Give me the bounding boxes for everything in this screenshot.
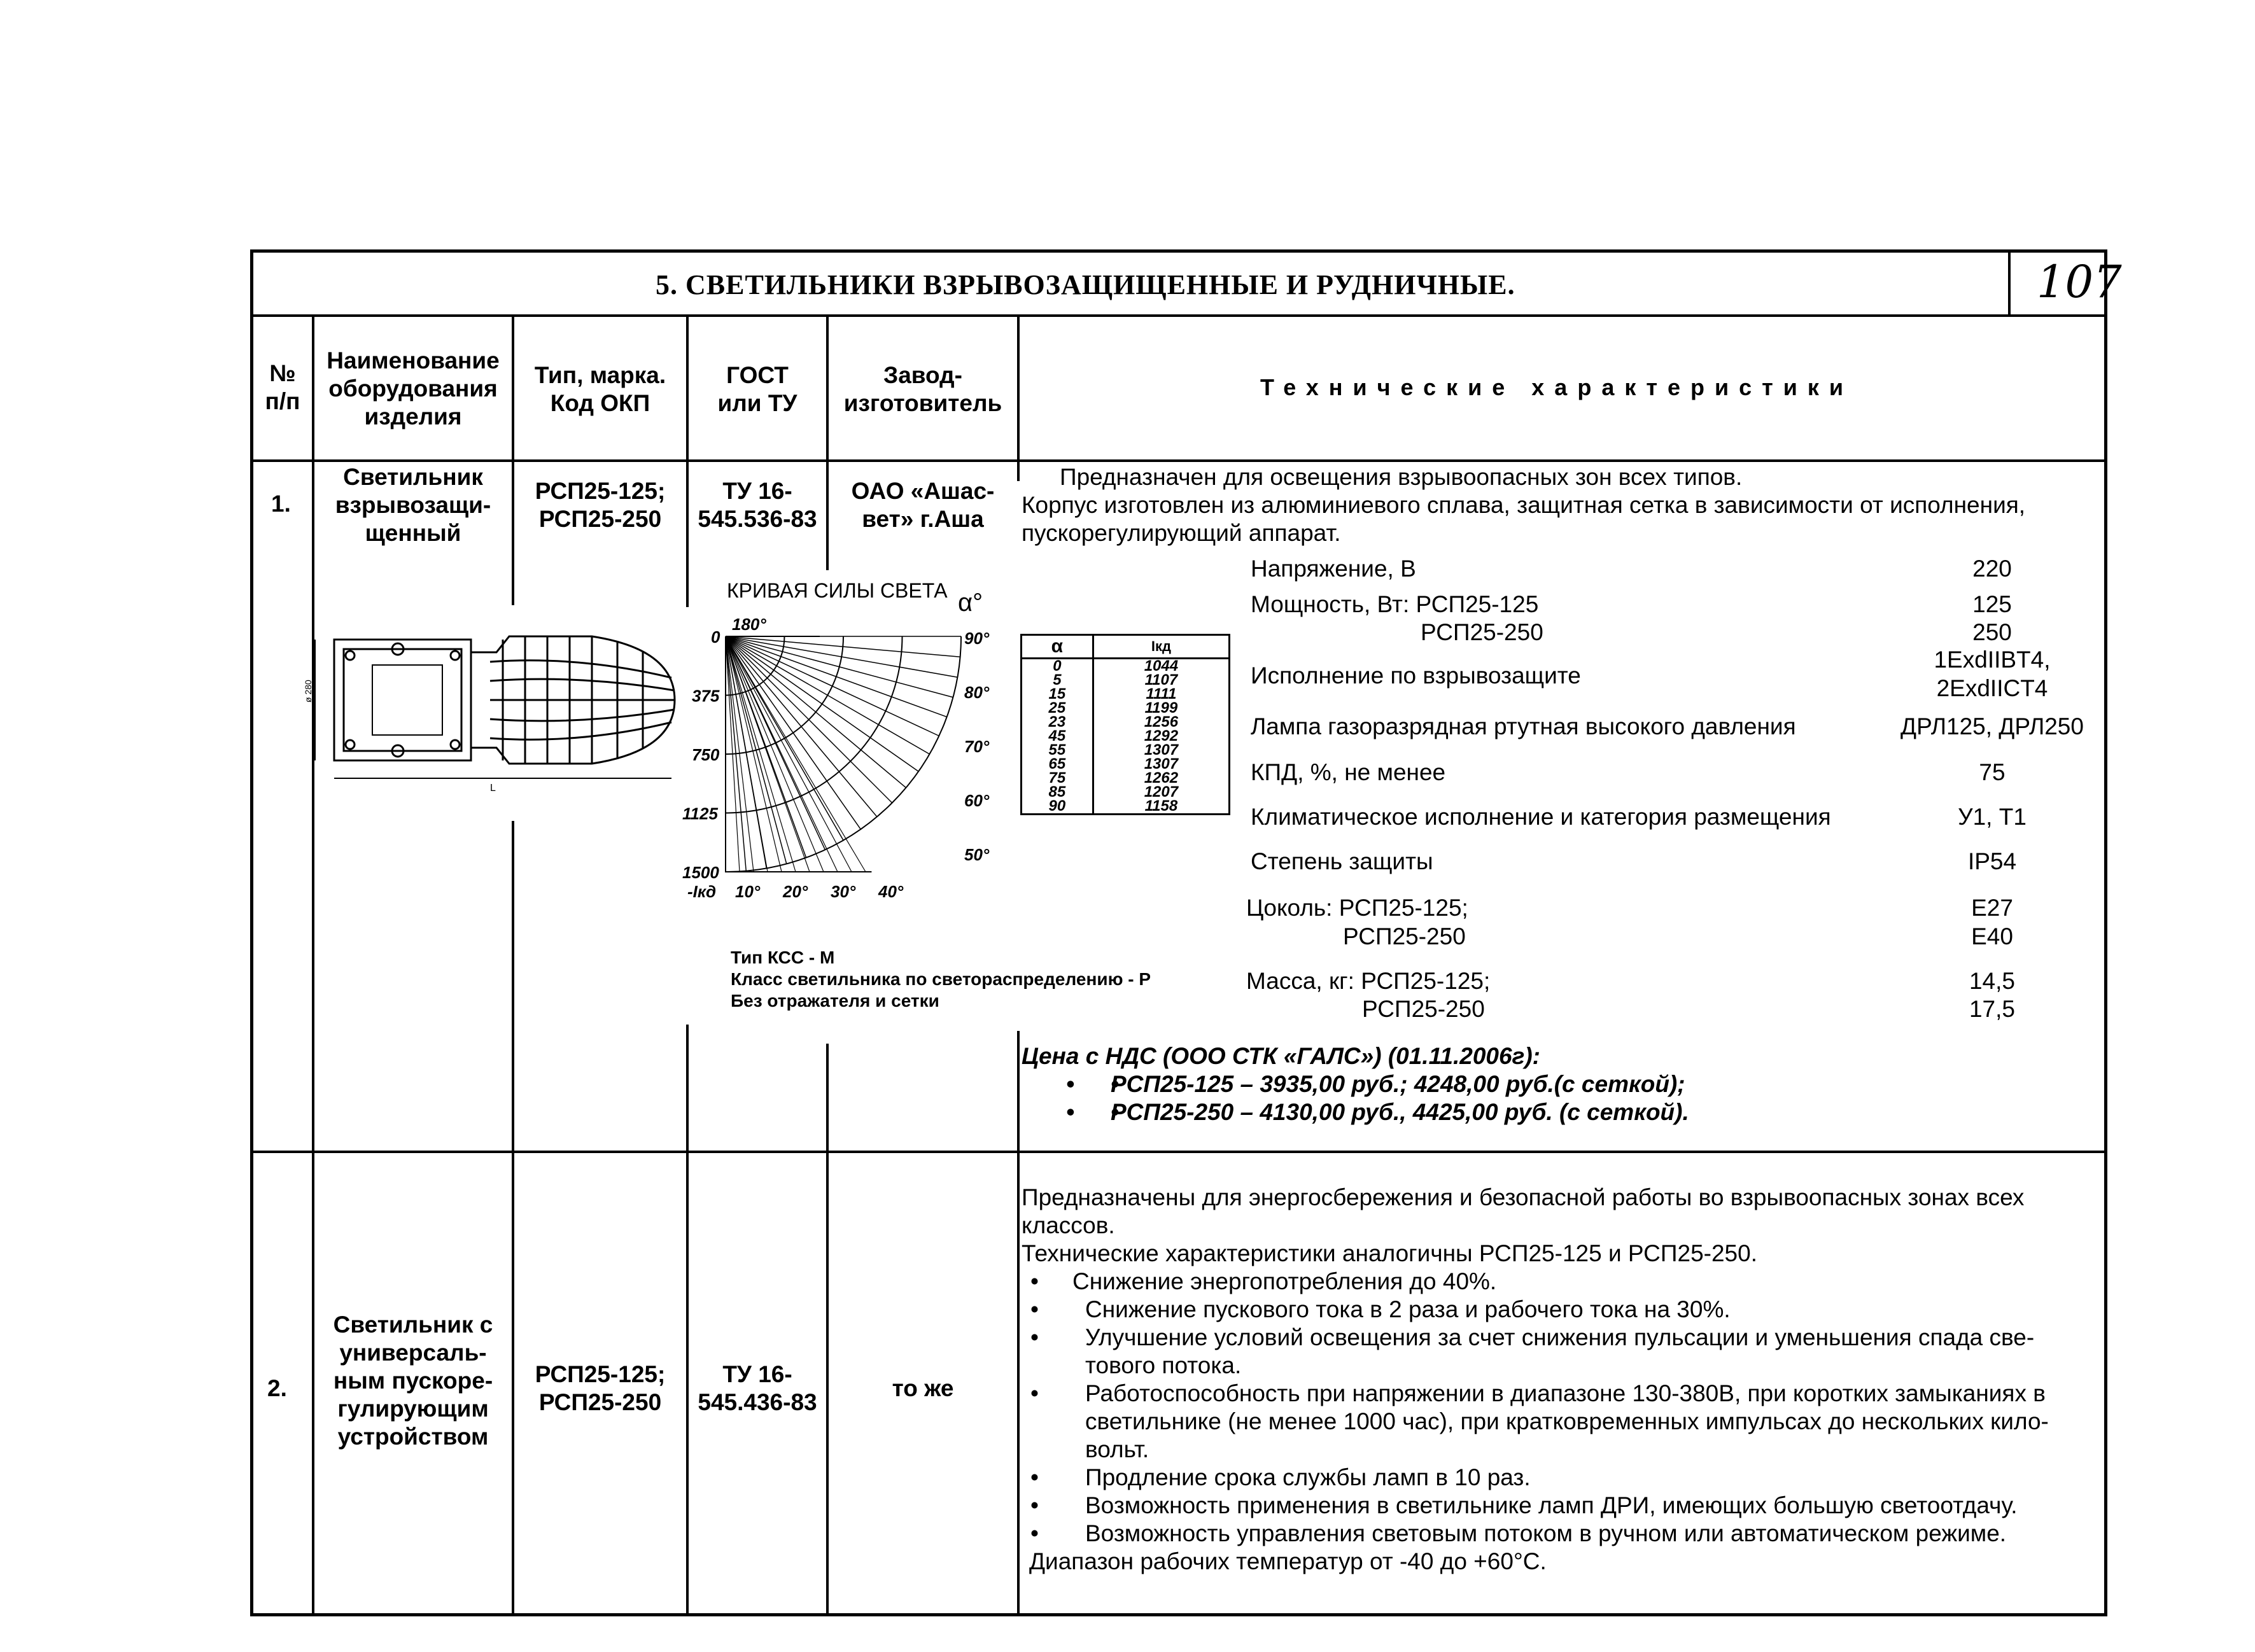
table-cell-intensity: 1199 [1144, 699, 1178, 717]
spec-value: 125 [1972, 591, 2012, 617]
chart-radial [726, 636, 824, 872]
bullet-text: светильнике (не менее 1000 час), при кратковременных импульсах до нескольких кило- [1085, 1408, 2049, 1434]
bullet-icon: • [1030, 1268, 1039, 1294]
spec-value: 14,5 [1969, 968, 2015, 994]
table-cell-alpha: 23 [1022, 715, 1093, 729]
bullet-icon: • [1030, 1296, 1039, 1322]
chart-radial [726, 636, 852, 872]
table-cell-alpha: 55 [1022, 743, 1093, 757]
row2-description: Предназначены для энергосбережения и безопасной работы во взрывоопасных зонах всех классов. Технические характеристики аналогичны РСП25-125 и РСП25-250. • Снижение энергопотребления до 40%. • Снижение пускового тока в 2 раза и рабочего тока на 30%. • Улучшение условий освещения за счет снижения пульсации и уменьшения спада све- тового потока. • Работоспособность при напряжении в диапазоне 130-380В, при коротких замыканиях в светильнике (не менее 1000 час), при кратковременных импульсах до нескольких кило- вольт. • Продление срока службы ламп в 10 раз. • Возможность применения в светильнике ламп ДРИ, имеющих большую светоотдачу. • Возможность управления световым потоком в ручном или автоматическом режиме. Диапазон рабочих температур от -40 до +60°С. [1022, 1184, 2104, 1576]
table-header-alpha: α [1022, 635, 1093, 659]
spec-label: КПД, %, не менее [1251, 759, 1446, 785]
row2-maker: то же [892, 1375, 954, 1401]
intensity-table [1020, 634, 1230, 815]
spec-value: IP54 [1967, 848, 2017, 874]
chart-radial [726, 636, 838, 872]
chart-radial [726, 636, 953, 697]
bullet-item [1022, 1268, 2104, 1296]
table-cell-intensity: 1207 [1144, 783, 1179, 801]
spec-value: 17,5 [1969, 996, 2015, 1022]
bullet-text: вольт. [1085, 1436, 1149, 1462]
bullet-text: Улучшение условий освещения за счет снижения пульсации и уменьшения спада све- [1085, 1324, 2035, 1350]
row1-maker: ОАО «Ашас- вет» г.Аша [851, 478, 995, 532]
spec-value: У1, Т1 [1958, 804, 2027, 830]
bullet-icon: • [1030, 1492, 1039, 1518]
bullet-text: Продление срока службы ламп в 10 раз. [1085, 1464, 1531, 1490]
bullet-item [1022, 1492, 2104, 1520]
spec-value: Е27 [1971, 895, 2013, 921]
spec-label: Лампа газоразрядная ртутная высокого давления [1251, 713, 1796, 739]
price-item: • • РСП25-250 – 4130,00 руб., 4425,00 руб. (с сеткой). [1022, 1098, 2097, 1126]
spec-label: Масса, кг: РСП25-125; [1246, 968, 1491, 994]
curve-alpha-label: α° [958, 589, 983, 617]
price-title: Цена с НДС (ООО СТК «ГАЛС») (01.11.2006г): [1022, 1043, 1540, 1069]
bullet-text: Работоспособность при напряжении в диапазоне 130-380В, при коротких замыканиях в [1085, 1380, 2046, 1406]
table-row [1022, 799, 1230, 815]
table-cell-intensity: 1044 [1144, 657, 1179, 675]
table-cell-intensity: 1307 [1144, 741, 1179, 759]
spec-value: 220 [1972, 556, 2012, 582]
table-cell-alpha: 5 [1022, 673, 1093, 687]
curve-bottom-tick: 30° [831, 882, 856, 901]
header-type: Тип, марка. Код ОКП [534, 362, 666, 416]
light-curve-chart [681, 608, 999, 926]
drawing-diameter-label: ø 280 [303, 680, 313, 703]
curve-bottom-tick: 10° [735, 882, 761, 901]
curve-top-label: 180° [732, 615, 766, 634]
row1-name: Светильник взрывозащи- щенный [335, 464, 491, 546]
curve-title: КРИВАЯ СИЛЫ СВЕТА [727, 579, 948, 602]
curve-left-tick: 375 [692, 686, 720, 706]
bullet-icon: • [1030, 1520, 1039, 1546]
curve-right-tick: 60° [964, 791, 990, 810]
bullet-item [1022, 1520, 2104, 1548]
curve-right-tick: 70° [964, 737, 990, 756]
row1-gost: ТУ 16- 545.536-83 [698, 478, 817, 532]
table-cell-alpha: 0 [1022, 659, 1093, 674]
spec-value: Е40 [1971, 923, 2013, 949]
table-header-intensity: Iкд [1151, 638, 1171, 654]
section-title: 5. СВЕТИЛЬНИКИ ВЗРЫВОЗАЩИЩЕННЫЕ И РУДНИЧНЫЕ. [656, 269, 1515, 300]
bullet-item [1022, 1324, 2104, 1380]
row2-name: Светильник с универсаль- ным пускоре- гулирующим устройством [333, 1312, 493, 1450]
header-num: № п/п [265, 360, 300, 414]
price-item: • • РСП25-125 – 3935,00 руб.; 4248,00 руб.(с сеткой); [1022, 1070, 2097, 1098]
header-maker: Завод- изготовитель [843, 362, 1002, 416]
table-cell-intensity: 1262 [1144, 769, 1179, 787]
header-gost: ГОСТ или ТУ [717, 362, 797, 416]
table-cell-intensity: 1307 [1144, 755, 1179, 773]
spec-label: РСП25-250 [1362, 996, 1485, 1022]
spec-label: Климатическое исполнение и категория размещения [1251, 804, 1831, 830]
row2-gost: ТУ 16- 545.436-83 [698, 1361, 817, 1415]
spec-label: РСП25-250 [1421, 619, 1543, 645]
curve-bottom-tick: 40° [878, 882, 904, 901]
drawing-length-label: L [490, 783, 496, 794]
page-number: 107 [2037, 256, 2122, 308]
table-cell-intensity: 1292 [1144, 727, 1179, 745]
curve-left-tick: 1500 [682, 863, 719, 882]
bullet-item [1022, 1380, 2104, 1464]
row1-description: Предназначен для освещения взрывоопасных зон всех типов. Корпус изготовлен из алюминиевого сплава, защитная сетка в зависимости от исполнения, пускорегулирующий аппарат. [1022, 464, 2026, 546]
row1-num: 1. [271, 491, 291, 517]
spec-label: Степень защиты [1251, 848, 1433, 874]
curve-left-tick: 750 [692, 745, 720, 764]
bullet-icon: • [1030, 1380, 1039, 1406]
spec-value: 75 [1979, 759, 2006, 785]
curve-right-tick: 80° [964, 683, 990, 702]
spec-value: 250 [1972, 619, 2012, 645]
table-cell-intensity: 1256 [1144, 713, 1179, 731]
price-block [1022, 1042, 2097, 1126]
bullet-text: Возможность управления световым потоком в ручном или автоматическом режиме. [1085, 1520, 2007, 1546]
table-cell-intensity: 1111 [1146, 685, 1177, 703]
curve-right-tick: 50° [964, 845, 990, 864]
spec-value: ДРЛ125, ДРЛ250 [1900, 713, 2084, 739]
bullet-item [1022, 1464, 2104, 1492]
table-cell-alpha: 15 [1022, 687, 1093, 701]
row2-num: 2. [267, 1375, 287, 1401]
spec-label: Напряжение, В [1251, 556, 1416, 582]
spec-value: 1ExdIIBT4, [1934, 647, 2051, 673]
row1-type: РСП25-125; РСП25-250 [535, 478, 666, 532]
curve-right-tick: 90° [964, 629, 990, 648]
curve-bottom-tick: -Iкд [687, 882, 717, 901]
luminaire-drawing [299, 627, 681, 818]
header-name: Наименование оборудования изделия [327, 347, 500, 430]
chart-radial [726, 636, 787, 864]
curve-left-tick: 0 [711, 627, 720, 647]
row2-footer: Диапазон рабочих температур от -40 до +60°С. [1029, 1548, 1547, 1574]
row2-type: РСП25-125; РСП25-250 [535, 1361, 666, 1415]
bullet-text: тового потока. [1085, 1352, 1242, 1378]
table-cell-alpha: 75 [1022, 771, 1093, 785]
table-cell-alpha: 90 [1022, 799, 1093, 815]
table-cell-alpha: 25 [1022, 701, 1093, 715]
spec-label: Исполнение по взрывозащите [1251, 662, 1581, 689]
bullet-text: Возможность применения в светильнике ламп ДРИ, имеющих большую светоотдачу. [1085, 1492, 2018, 1518]
bullet-text: Снижение энергопотребления до 40%. [1072, 1268, 1497, 1294]
spec-label: Мощность, Вт: РСП25-125 [1251, 591, 1539, 617]
table-cell-intensity: 1158 [1144, 797, 1178, 815]
bullet-text: Снижение пускового тока в 2 раза и рабочего тока на 30%. [1085, 1296, 1731, 1322]
table-cell-alpha: 65 [1022, 757, 1093, 771]
bullet-item [1022, 1296, 2104, 1324]
table-cell-intensity: 1107 [1144, 671, 1178, 689]
table-cell-alpha: 45 [1022, 729, 1093, 743]
table-cell-alpha: 85 [1022, 785, 1093, 799]
spec-label: Цоколь: РСП25-125; [1246, 895, 1468, 921]
bullet-icon: • [1030, 1324, 1039, 1350]
curve-notes: Тип КСС - М Класс светильника по светораспределению - Р Без отражателя и сетки [731, 948, 1151, 1011]
spec-value: 2ExdIICT4 [1936, 675, 2048, 701]
bullet-icon: • [1030, 1464, 1039, 1490]
curve-left-tick: 1125 [682, 804, 718, 823]
curve-bottom-tick: 20° [783, 882, 808, 901]
spec-label: РСП25-250 [1343, 923, 1466, 949]
header-tech: Технические характеристики [1260, 374, 1854, 400]
